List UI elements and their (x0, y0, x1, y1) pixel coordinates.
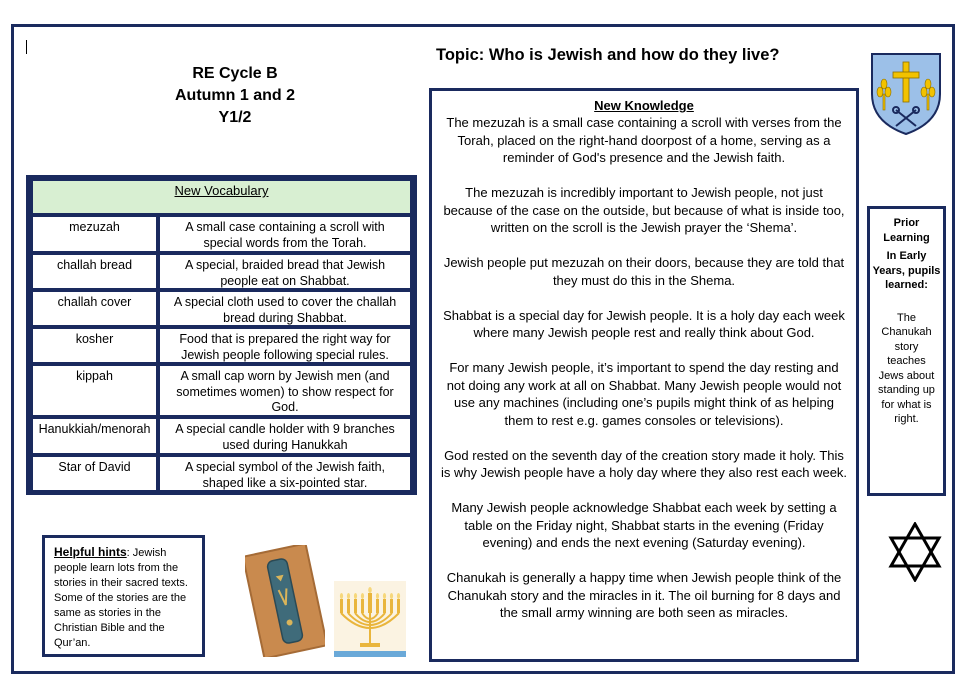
vocab-definition: A special symbol of the Jewish faith, shaped like a six-pointed star. (160, 457, 410, 490)
knowledge-paragraph: God rested on the seventh day of the creation story made it holy. This is why Jewish people have a holy day where they also rest each week. (440, 447, 848, 480)
prior-learning-body: The Chanukah story teaches Jews about standing up for what is right. (878, 311, 935, 425)
vocabulary-heading: New Vocabulary (33, 181, 410, 213)
page-title (150, 63, 320, 129)
helpful-hints-text: : Jewish people learn lots from the stories in their sacred texts. Some of the stories are the same as stories in the Christian Bible and the Qur’an. (54, 547, 188, 649)
helpful-hints-box (42, 535, 205, 657)
new-knowledge-panel (429, 88, 859, 662)
knowledge-paragraph: The mezuzah is incredibly important to Jewish people, not just because of the case on the outside, but because of what is inside too, written on the scroll is the Jewish prayer the ‘Shema’. (443, 185, 845, 235)
prior-learning-panel (867, 206, 946, 496)
knowledge-paragraph: Chanukah is generally a happy time when Jewish people think of the Chanukah story and the miracles in it. The oil burning for 8 days and the small army winning are both seen as miracles. (446, 570, 842, 620)
mezuzah-image (245, 545, 325, 657)
table-row (33, 419, 410, 453)
table-row (33, 457, 410, 490)
vocab-term: challah cover (33, 292, 156, 325)
prior-learning-heading: Prior Learning (883, 217, 930, 244)
helpful-hints-label: Helpful hints (54, 545, 127, 559)
new-knowledge-heading: New Knowledge (594, 98, 694, 113)
table-row (33, 217, 410, 251)
text-cursor (26, 40, 27, 54)
school-crest-icon (868, 50, 944, 136)
vocab-definition: A small cap worn by Jewish men (and sometimes women) to show respect for God. (160, 366, 410, 415)
vocab-term: challah bread (33, 255, 156, 288)
table-row (33, 255, 410, 288)
title-line: Y1/2 (218, 109, 252, 126)
knowledge-paragraph: The mezuzah is a small case containing a scroll with verses from the Torah, placed on the right-hand doorpost of a home, serving as a reminder of God's presence and the Jewish faith. (446, 115, 842, 165)
table-row (33, 329, 410, 362)
vocab-definition: A special, braided bread that Jewish people eat on Shabbat. (160, 255, 410, 288)
title-line: Autumn 1 and 2 (174, 87, 295, 104)
knowledge-paragraph: Many Jewish people acknowledge Shabbat each week by setting a table on the Friday night, Shabbat starts in the evening (Friday evening) and ends the next evening (Saturday evening). (451, 500, 837, 550)
title-line: RE Cycle B (192, 65, 278, 82)
vocab-term: mezuzah (33, 217, 156, 251)
star-of-david-icon (888, 522, 942, 582)
vocab-term: kippah (33, 366, 156, 415)
prior-learning-subheading: In Early Years, pupils learned: (872, 250, 941, 291)
topic-heading: Topic: Who is Jewish and how do they live? (436, 46, 780, 64)
table-row (33, 366, 410, 415)
knowledge-paragraph: Jewish people put mezuzah on their doors, because they are told that they must do this in the Shema. (443, 255, 845, 288)
vocab-definition: A special candle holder with 9 branches used during Hanukkah (160, 419, 410, 453)
menorah-image (334, 581, 406, 657)
vocab-term: Star of David (33, 457, 156, 490)
knowledge-paragraph: Shabbat is a special day for Jewish people. It is a holy day each week where many Jewish people rest and really think about God. (443, 307, 845, 340)
vocab-term: Hanukkiah/menorah (33, 419, 156, 453)
vocabulary-table (26, 175, 417, 495)
table-row (33, 292, 410, 325)
vocab-definition: A small case containing a scroll with special words from the Torah. (160, 217, 410, 251)
knowledge-paragraph: For many Jewish people, it’s important to spend the day resting and not doing any work at all on Shabbat. Many Jewish people would not use any machines (including one’s pupils might think of as helping them to rest e.g. games consoles or televisions). (446, 360, 842, 428)
vocab-definition: A special cloth used to cover the challah bread during Shabbat. (160, 292, 410, 325)
vocab-definition: Food that is prepared the right way for Jewish people following special rules. (160, 329, 410, 362)
vocab-term: kosher (33, 329, 156, 362)
